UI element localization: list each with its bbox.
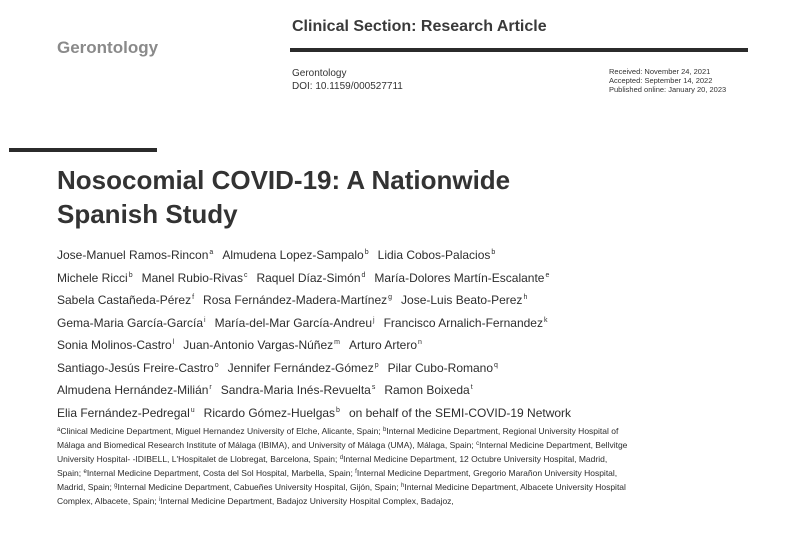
author-name-text: María-Dolores Martín-Escalante — [374, 270, 545, 285]
affiliation-marker: d — [361, 271, 366, 279]
affiliation-marker: j — [373, 316, 375, 324]
author-name — [384, 383, 472, 397]
author-name — [57, 361, 219, 375]
author-name-text: Rosa Fernández-Madera-Martínez — [203, 293, 388, 307]
author-name — [57, 316, 206, 330]
affiliation-marker: u — [190, 406, 195, 414]
author-name-text: María-del-Mar García-Andreu — [214, 315, 372, 330]
author-name-text: Santiago-Jesús Freire-Castro — [57, 360, 214, 375]
affiliation-text: Clinical Medicine Department, Miguel Hernandez University of Elche, Alicante, Spain; — [60, 426, 384, 436]
author-name-text: Pilar Cubo-Romano — [387, 360, 494, 375]
author-name — [401, 293, 527, 307]
affiliation-marker: b — [364, 249, 369, 256]
author-line — [57, 266, 757, 289]
author-name — [222, 248, 368, 262]
title-rule — [9, 148, 157, 152]
affiliation-text: Internal Medicine Department, Gregorio Marañon University Hospital, Madrid, Spain; — [57, 468, 618, 492]
affiliation-marker: i — [204, 316, 206, 324]
author-name — [203, 293, 392, 307]
author-name-text: on behalf of the SEMI-COVID-19 Network — [348, 405, 572, 420]
affiliation-marker: b — [336, 406, 340, 414]
affiliation-marker: f — [192, 294, 195, 301]
author-name — [349, 406, 571, 420]
author-line — [57, 243, 757, 266]
author-line — [57, 378, 757, 401]
affiliation-text: Internal Medicine Department, 12 Octubre University Hospital, Madrid, Spain; — [57, 454, 608, 478]
author-name-text: Lidia Cobos-Palacios — [377, 248, 491, 262]
author-name-text: Arturo Artero — [349, 338, 418, 352]
affiliation-marker: a — [209, 249, 214, 256]
author-name-text: Almudena Hernández-Milián — [57, 383, 209, 397]
affiliation-marker: d — [339, 455, 344, 461]
affiliation-text: Internal Medicine Department, Regional University Hospital of Málaga and Biomedical Research Institute of Málaga (IBIMA), and University of Málaga (UMA), Málaga, Spain; — [57, 426, 619, 450]
affiliation-marker: b — [128, 271, 133, 279]
affiliation-marker: b — [383, 427, 387, 433]
author-name — [204, 406, 340, 420]
author-name — [215, 316, 375, 330]
author-name-text: Ricardo Gómez-Huelgas — [203, 405, 336, 420]
affiliation-text: Internal Medicine Department, Costa del Sol Hospital, Marbella, Spain; — [86, 468, 356, 478]
author-name — [57, 248, 213, 262]
affiliation-text: Internal Medicine Department, Badajoz University Hospital Complex, Badajoz, — [160, 496, 454, 506]
author-name — [388, 361, 498, 375]
section-title: Clinical Section: Research Article — [292, 18, 547, 35]
author-name-text: Jose-Luis Beato-Perez — [401, 293, 523, 307]
header-rule — [290, 48, 748, 52]
author-line — [57, 356, 757, 379]
author-name — [57, 293, 194, 307]
author-name-text: Manel Rubio-Rivas — [141, 270, 243, 285]
meta-journal: Gerontology — [292, 68, 347, 79]
author-name — [374, 271, 549, 285]
author-line — [57, 288, 757, 311]
author-list — [57, 243, 757, 423]
meta-doi[interactable]: DOI: 10.1159/000527711 — [292, 81, 403, 92]
affiliation-marker: q — [494, 361, 498, 369]
received-date: Received: November 24, 2021 — [609, 67, 711, 76]
affiliation-marker: c — [243, 271, 248, 279]
affiliation-marker: m — [334, 339, 340, 346]
author-line — [57, 333, 757, 356]
affiliation-list — [57, 424, 632, 508]
published-date: Published online: January 20, 2023 — [609, 85, 727, 94]
journal-meta — [292, 67, 403, 93]
author-name — [228, 361, 379, 375]
author-name-text: Raquel Díaz-Simón — [256, 270, 361, 285]
affiliation-text: Internal Medicine Department, Cabueñes University Hospital, Gijón, Spain; — [117, 482, 401, 492]
author-name — [256, 271, 365, 285]
author-name — [57, 338, 174, 352]
accepted-date: Accepted: September 14, 2022 — [609, 76, 713, 85]
author-name-text: Gema-Maria García-García — [57, 315, 204, 330]
article-title: Nosocomial COVID-19: A Nationwide Spanish Study — [57, 165, 511, 229]
author-name-text: Sabela Castañeda-Pérez — [57, 293, 192, 307]
affiliation-marker: f — [355, 469, 357, 475]
author-name — [349, 338, 422, 352]
affiliation-marker: s — [371, 384, 376, 391]
affiliation-marker: g — [114, 483, 118, 489]
affiliation-marker: b — [491, 249, 496, 256]
affiliation-marker: p — [374, 361, 379, 369]
affiliation-marker: t — [470, 384, 473, 391]
author-name — [384, 316, 548, 330]
author-name — [142, 271, 248, 285]
author-name — [183, 338, 340, 352]
affiliation-marker: n — [418, 339, 422, 346]
author-name-text: Sonia Molinos-Castro — [57, 338, 172, 352]
author-line — [57, 401, 757, 424]
affiliation-marker: e — [545, 271, 550, 279]
affiliation-marker: k — [543, 316, 548, 324]
affiliation-marker: g — [388, 294, 393, 301]
author-name-text: Ramon Boixeda — [384, 383, 470, 397]
publication-dates — [609, 67, 726, 94]
author-name — [57, 383, 212, 397]
affiliation-text: Internal Medicine Department, Albacete University Hospital Complex, Albacete, Spain; — [57, 482, 626, 506]
author-name — [57, 271, 133, 285]
affiliation-marker: h — [401, 483, 405, 489]
author-name-text: Juan-Antonio Vargas-Núñez — [183, 338, 334, 352]
author-name — [221, 383, 376, 397]
affiliation-marker: c — [476, 441, 480, 447]
author-name-text: Elia Fernández-Pedregal — [57, 405, 190, 420]
affiliation-marker: i — [159, 497, 161, 503]
affiliation-marker: l — [172, 339, 175, 346]
affiliation-marker: a — [57, 427, 61, 433]
affiliation-text: Internal Medicine Department, Bellvitge University Hospital- -IDIBELL, L'Hospitalet de Llobregat, Barcelona, Spain; — [57, 440, 628, 464]
author-name-text: Francisco Arnalich-Fernandez — [383, 315, 543, 330]
author-name-text: Sandra-Maria Inés-Revuelta — [220, 383, 371, 397]
affiliation-marker: o — [214, 361, 219, 369]
author-line — [57, 311, 757, 334]
author-name — [57, 406, 195, 420]
affiliation-marker: e — [83, 469, 87, 475]
author-name — [378, 248, 496, 262]
author-name-text: Michele Ricci — [57, 270, 128, 285]
author-name-text: Jose-Manuel Ramos-Rincon — [57, 248, 209, 262]
affiliation-marker: r — [209, 384, 212, 391]
affiliation-marker: h — [523, 294, 528, 301]
author-name-text: Almudena Lopez-Sampalo — [222, 248, 364, 262]
author-name-text: Jennifer Fernández-Gómez — [227, 360, 374, 375]
journal-name: Gerontology — [57, 38, 159, 57]
